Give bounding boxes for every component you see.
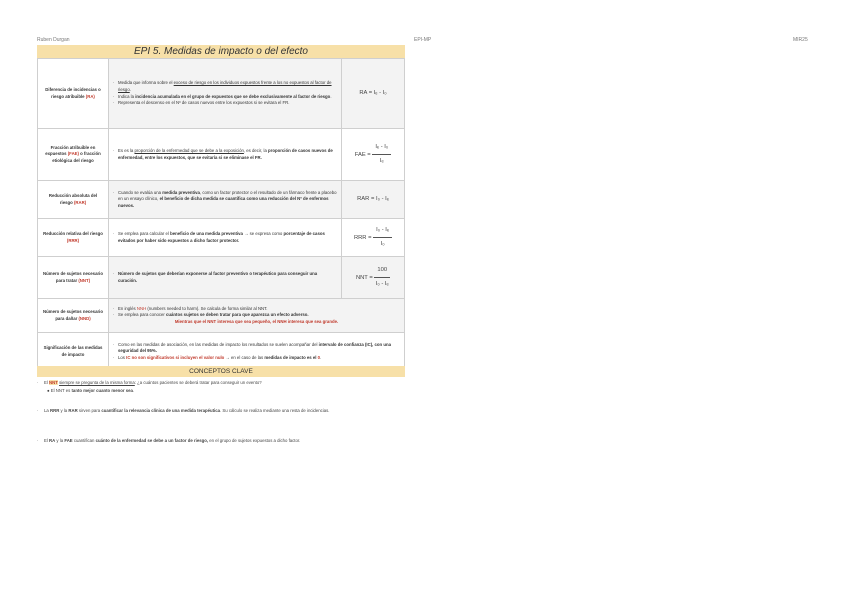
row-label: Diferencia de incidencias o riesgo atribuible (RA) [38,59,109,129]
row-description: · En inglés NNH (numbers needed to harm). Se calcula de forma similar al NNT. · Se emplea para conocer cuántos sujetos se deben tratar para que aparezca un efecto adverso. Mientras que el NNT interesa que sea pequeño, el NNH interesa que sea grande. [109,299,405,333]
row-label: Fracción atribuible en expuestos (FAE) o fracción etiológica del riesgo [38,129,109,181]
row-description: · Número de sujetos que deberían exponerse al factor preventivo o terapéutico para conseguir una curación. [109,257,342,299]
table-row [38,181,405,219]
row-description: · Se emplea para calcular el beneficio de una medida preventiva → se expresa como porcentaje de casos evitados por haber sido expuestos a dicho factor protector. [109,219,342,257]
row-label: Significación de las medidas de impacto [38,333,109,371]
row-description: · Como en las medidas de asociación, en las medidas de impacto los resultados se suelen acompañar del intervalo de confianza (IC), con una seguridad del 95%. · Los IC no son significativos si incluyen el valor nulo → en el caso de las medidas de impacto es el 0. [109,333,405,371]
measures-table [37,58,405,371]
header-course: MIR25 [793,37,808,43]
key-concept-3: · El RA y la FAE cuantifican cuánto de la enfermedad se debe a un factor de riesgo, en el grupo de sujetos expuestos a dicho factor. [37,437,405,445]
page-title: EPI 5. Medidas de impacto o del efecto [37,45,405,58]
table-row [38,333,405,371]
table-row [38,129,405,181]
row-description: · Es es la proporción de la enfermedad que se debe a la exposición, es decir, la proporción de casos nuevos de enfermedad, entre los expuestos, que se evitaría si se eliminase el FR. [109,129,342,181]
table-row [38,257,405,299]
table-row [38,299,405,333]
table-row [38,219,405,257]
key-concepts-title: CONCEPTOS CLAVE [37,366,405,377]
row-formula: RA = Iₑ - I₀ [342,59,405,129]
row-description: · Medida que informa sobre el exceso de riesgo en los individuos expuestos frente a los no expuestos al factor de riesgo. · Indica la incidencia acumulada en el grupo de expuestos que se debe exclusivamente al factor de riesgo. · Representa el descenso en el Nº de casos nuevos entre los expuestos si se evitara el FR. [109,59,342,129]
row-label: Reducción relativa del riesgo (RRR) [38,219,109,257]
row-label: Reducción absoluta del riesgo (RAR) [38,181,109,219]
row-label: Número de sujetos necesario para tratar (NNT) [38,257,109,299]
table-row [38,59,405,129]
row-formula: RAR = I₀ - Iₑ [342,181,405,219]
header-subject: EPI-MP [414,37,432,43]
header-author: Ruben Durgan [37,37,70,43]
row-formula: RRR = $\frac{\text{I₀ - Iₑ}}{\text{I₀}}$ [342,219,405,257]
row-description: · Cuando se evalúa una medida preventiva, como un factor protector o el resultado de un fármaco frente a placebo en un ensayo clínico, el beneficio de dicha medida se cuantifica como una reducción del Nº de enfermos nuevos. [109,181,342,219]
key-concept-2: · La RRR y la RAR sirven para cuantificar la relevancia clínica de una medida terapéutica. Su cálculo se realiza mediante una resta de incidencias. [37,407,405,415]
row-formula: NNT = $\frac{100}{\text{I₀ - Iₑ}}$ [342,257,405,299]
row-formula: FAE = $\frac{\text{Iₑ - I₀}}{\text{Iₑ}}$ [342,129,405,181]
row-label: Número de sujetos necesario para dañar (NND) [38,299,109,333]
key-concept-1: · El NNT siempre se pregunta de la misma forma: ¿a cuántos pacientes se deberá tratar para conseguir un evento? ● El NNT es tanto mejor cuanto menor sea. [37,379,405,394]
